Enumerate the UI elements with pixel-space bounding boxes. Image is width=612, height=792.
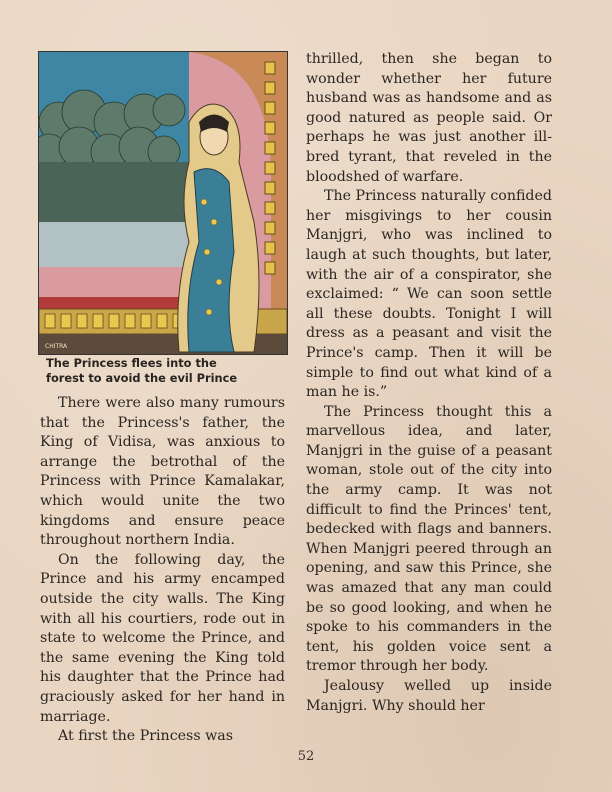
artist-signature: CHITRA: [45, 343, 68, 350]
princess-illustration: [38, 51, 288, 355]
page-number: 52: [297, 749, 315, 764]
paragraph: Jealousy welled up inside Manjgri. Why should her: [306, 678, 552, 714]
paragraph: The Princess thought this a marvellous idea, and later, Manjgri in the guise of a peasant woman, stole out of the city into the army camp. It was not difficult to find the Princes' tent, bedecked with flags and banners. When Manjgri peered through an opening, and saw this Prince, she was amazed that any man could be so good looking, and when he spoke to his commanders in the tent, his golden voice sent a tremor through her body.: [306, 403, 552, 675]
paragraph: There were also many rumours that the Princess's father, the King of Vidisa, was anxious to arrange the betrothal of the Princess with Prince Kamalakar, which would unite the two kingdoms and ensure peace throughout northern India.: [40, 395, 285, 549]
paragraph: On the following day, the Prince and his army encamped outside the city walls. The King with all his courtiers, rode out in state to welcome the Prince, and the same evening the King told his daughter that the Prince had graciously asked for her hand in marriage.: [40, 551, 285, 725]
illustration-caption: [46, 356, 286, 386]
paragraph: At first the Princess was: [58, 728, 233, 745]
paragraph: The Princess naturally confided her misgivings to her cousin Manjgri, who was inclined to laugh at such thoughts, but later, with the air of a conspirator, she exclaimed: “ We can soon settle all these doubts. Tonight I will dress as a peasant and visit the Prince's camp. Then it will be simple to find out what kind of a man he is.”: [306, 188, 552, 401]
paragraph-continuation: thrilled, then she began to wonder whether her future husband was as handsome and as good natured as people said. Or perhaps he was just another ill-bred tyrant, that reveled in the bloodshed of warfare.: [306, 51, 552, 185]
left-column: [40, 394, 285, 747]
caption-line-1: The Princess flees into the: [46, 356, 217, 370]
right-column: [306, 50, 552, 716]
caption-line-2: forest to avoid the evil Prince: [46, 371, 238, 385]
